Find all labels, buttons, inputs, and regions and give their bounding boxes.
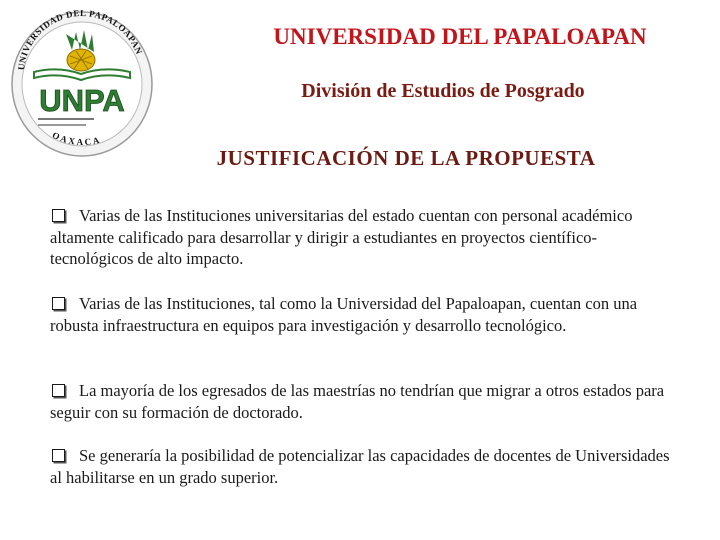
bullet-text: La mayoría de los egresados de las maestrías no tendrían que migrar a otros estados para seguir con su formación de doctorado. [50,381,665,422]
list-item [50,445,680,488]
checkbox-bullet-icon [52,449,65,462]
university-name: UNIVERSIDAD DEL PAPALOAPAN [273,24,647,49]
slide-title: JUSTIFICACIÓN DE LA PROPUESTA [216,146,596,170]
logo-acronym: UNPA [39,83,125,118]
bullet-text: Varias de las Instituciones universitarias del estado cuentan con personal académico altamente calificado para desarrollar y dirigir a estudiantes en proyectos científico-tecnológicos de alto impacto. [50,206,633,268]
logo-bottom-text: OAXACA [50,129,103,147]
division-name: División de Estudios de Posgrado [301,80,585,102]
bullet-text: Varias de las Instituciones, tal como la Universidad del Papaloapan, cuentan con una robusta infraestructura en equipos para investigación y desarrollo tecnológico. [50,294,638,335]
checkbox-bullet-icon [52,384,65,397]
logo-ring-text: UNIVERSIDAD DEL PAPALOAPAN [16,7,145,71]
unpa-seal-icon [6,4,156,158]
list-item [50,205,680,270]
list-item [50,293,680,336]
bullet-text: Se generaría la posibilidad de potencializar las capacidades de docentes de Universidades al habilitarse en un grado superior. [50,446,670,487]
checkbox-bullet-icon [52,297,65,310]
checkbox-bullet-icon [52,209,65,222]
university-logo [6,4,156,158]
list-item [50,380,680,423]
